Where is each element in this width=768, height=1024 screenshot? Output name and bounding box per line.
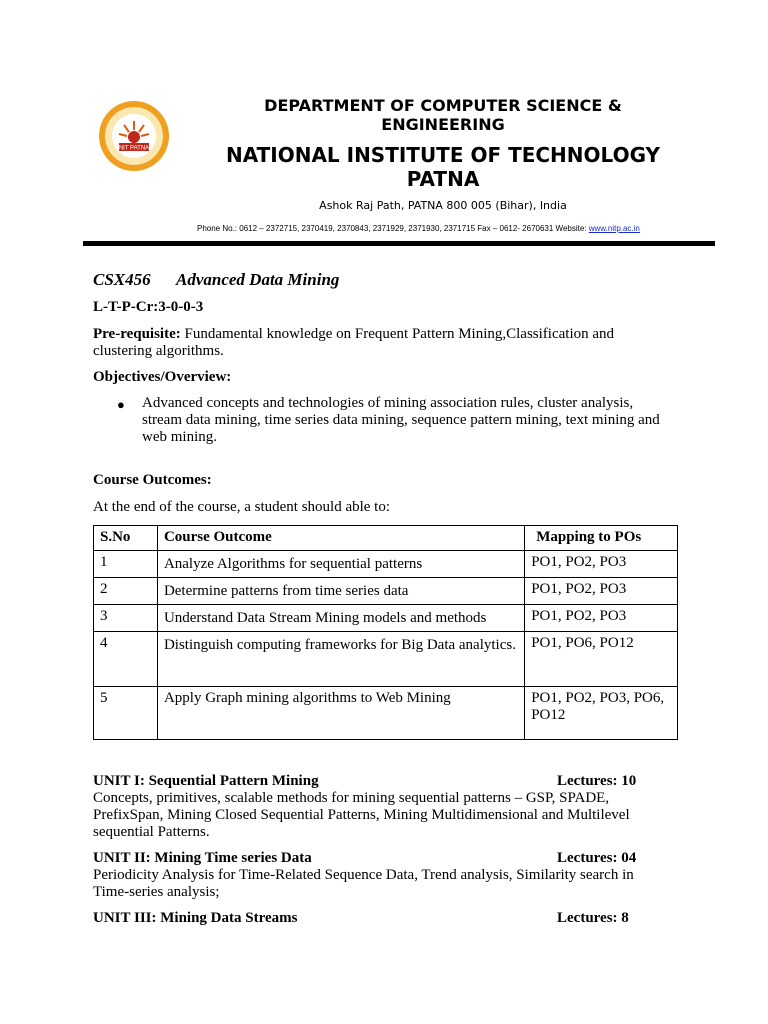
logo-text: NIT PATNA	[118, 145, 150, 152]
cell-sno: 2	[94, 578, 158, 605]
prerequisite	[93, 326, 673, 360]
bullet-icon: ●	[117, 397, 125, 412]
ltpc: L-T-P-Cr:3-0-0-3	[93, 299, 204, 315]
phone-fax-text: Phone No.: 0612 – 2372715, 2370419, 2370843, 2371929, 2371930, 2371715 Fax – 0612- 2670631 Website:	[197, 224, 589, 233]
unit-2-heading	[93, 850, 653, 867]
cell-mapping: PO1, PO2, PO3, PO6, PO12	[525, 687, 678, 740]
cell-sno: 3	[94, 605, 158, 632]
header-divider	[83, 241, 715, 246]
unit-2-body: Periodicity Analysis for Time-Related Sequence Data, Trend analysis, Similarity search in Time-series analysis;	[93, 867, 634, 900]
contact-line	[197, 224, 640, 233]
course-code: CSX456	[93, 270, 151, 289]
cell-sno: 4	[94, 632, 158, 687]
cell-outcome: Analyze Algorithms for sequential patterns	[157, 551, 524, 578]
website-link[interactable]: www.nitp.ac.in	[588, 224, 640, 233]
cell-outcome: Apply Graph mining algorithms to Web Mining	[157, 687, 524, 740]
unit-lectures: Lectures: 10	[557, 773, 637, 789]
header-mapping: Mapping to POs	[525, 526, 678, 551]
unit-lectures: Lectures: 04	[557, 850, 637, 866]
cell-mapping: PO1, PO2, PO3	[525, 605, 678, 632]
cell-sno: 5	[94, 687, 158, 740]
cell-outcome: Distinguish computing frameworks for Big Data analytics.	[157, 632, 524, 687]
outcomes-intro: At the end of the course, a student should able to:	[93, 499, 391, 515]
cell-sno: 1	[94, 551, 158, 578]
table-row	[94, 605, 678, 632]
unit-1-body: Concepts, primitives, scalable methods for mining sequential patterns – GSP, SPADE, PrefixSpan, Mining Closed Sequential Patterns, Mining Multidimensional and Multilevel sequential Patterns.	[93, 790, 630, 840]
course-heading	[93, 270, 339, 290]
objective-item: Advanced concepts and technologies of mining association rules, cluster analysis, stream data mining, time series data mining, sequence pattern mining, text mining and web mining.	[142, 395, 660, 445]
institute-logo	[97, 99, 171, 173]
unit-title: UNIT I: Sequential Pattern Mining	[93, 773, 319, 789]
prereq-label: Pre-requisite:	[93, 326, 181, 342]
unit-lectures: Lectures: 8	[557, 910, 629, 926]
cell-outcome: Determine patterns from time series data	[157, 578, 524, 605]
header-sno: S.No	[94, 526, 158, 551]
table-row	[94, 687, 678, 740]
outcomes-table	[93, 525, 678, 740]
table-row	[94, 578, 678, 605]
unit-title: UNIT II: Mining Time series Data	[93, 850, 312, 866]
course-title: Advanced Data Mining	[176, 270, 340, 289]
institute-name: NATIONAL INSTITUTE OF TECHNOLOGY PATNA	[225, 143, 661, 191]
outcomes-heading: Course Outcomes:	[93, 472, 212, 488]
cell-mapping: PO1, PO2, PO3	[525, 551, 678, 578]
address: Ashok Raj Path, PATNA 800 005 (Bihar), India	[319, 199, 567, 212]
cell-mapping: PO1, PO6, PO12	[525, 632, 678, 687]
unit-1-heading	[93, 773, 653, 790]
table-row	[94, 551, 678, 578]
department-title: DEPARTMENT OF COMPUTER SCIENCE & ENGINEERING	[264, 96, 622, 134]
table-row	[94, 632, 678, 687]
cell-outcome: Understand Data Stream Mining models and methods	[157, 605, 524, 632]
cell-mapping: PO1, PO2, PO3	[525, 578, 678, 605]
header-outcome: Course Outcome	[157, 526, 524, 551]
unit-title: UNIT III: Mining Data Streams	[93, 910, 298, 926]
objectives-heading: Objectives/Overview:	[93, 369, 232, 385]
table-header-row	[94, 526, 678, 551]
prereq-text: Fundamental knowledge on Frequent Pattern Mining,Classification and clustering algorithms.	[93, 326, 615, 359]
unit-3-heading	[93, 910, 653, 927]
